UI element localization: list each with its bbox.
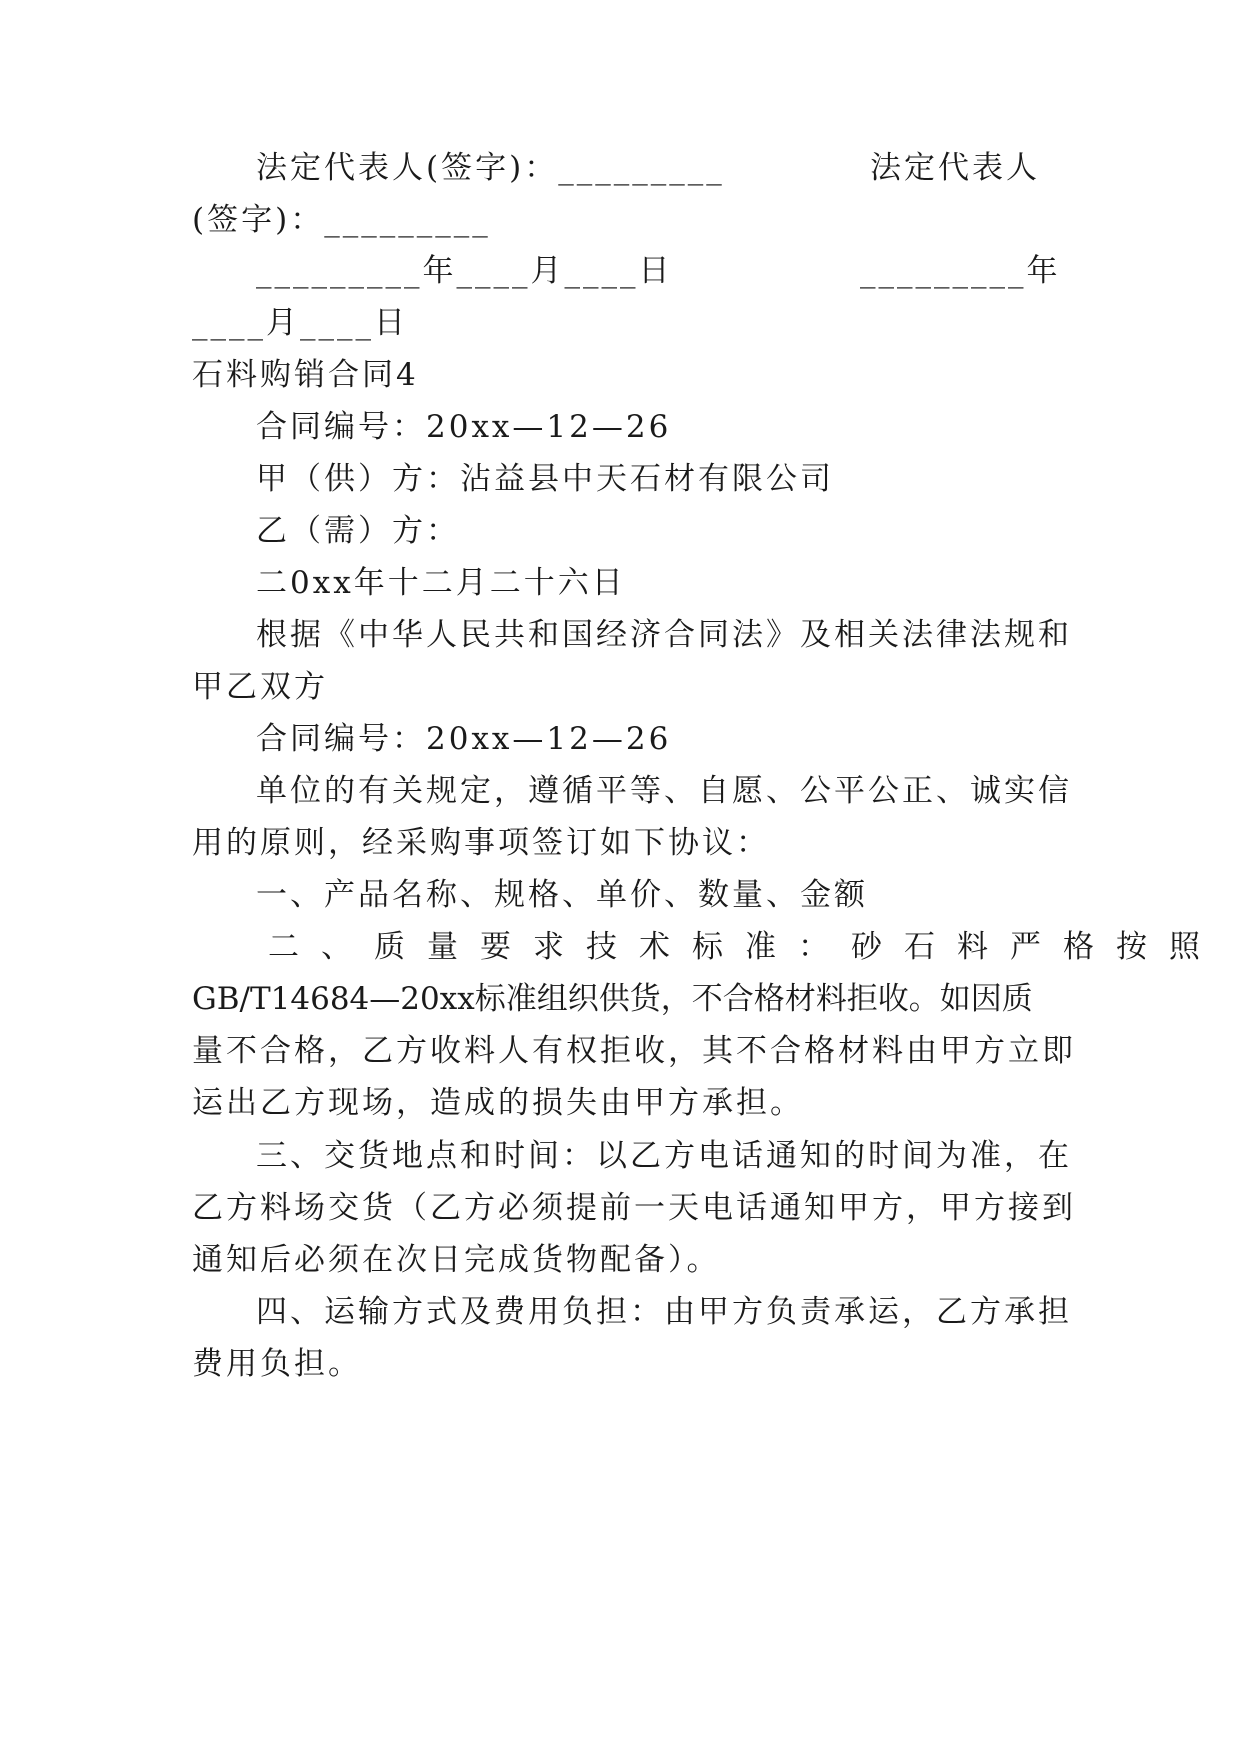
clause-3-line-3: 通知后必须在次日完成货物配备）。 <box>192 1242 721 1278</box>
contract-title: 石料购销合同4 <box>192 357 419 393</box>
principle-line-1: 单位的有关规定，遵循平等、自愿、公平公正、诚实信 <box>256 773 1072 809</box>
clause-2-line-2: GB/T14684—20xx标准组织供货，不合格材料拒收。如因质 <box>192 981 1033 1017</box>
party-b: 乙（需）方： <box>256 513 460 549</box>
clause-2-line-3: 量不合格，乙方收料人有权拒收，其不合格材料由甲方立即 <box>192 1033 1076 1069</box>
contract-number: 合同编号：20xx—12—26 <box>256 409 672 445</box>
clause-4-line-1: 四、运输方式及费用负担：由甲方负责承运，乙方承担 <box>256 1294 1072 1330</box>
legal-rep-signature-left: 法定代表人(签字)：_________ <box>256 150 725 186</box>
clause-1: 一、产品名称、规格、单价、数量、金额 <box>256 877 868 913</box>
clause-3-line-2: 乙方料场交货（乙方必须提前一天电话通知甲方，甲方接到 <box>192 1190 1076 1226</box>
contract-number-repeat: 合同编号：20xx—12—26 <box>256 721 672 757</box>
clause-4-line-2: 费用负担。 <box>192 1346 362 1382</box>
preamble-line-2: 甲乙双方 <box>192 669 328 705</box>
clause-3-line-1: 三、交货地点和时间：以乙方电话通知的时间为准，在 <box>256 1138 1072 1174</box>
contract-date: 二0xx年十二月二十六日 <box>256 565 626 601</box>
principle-line-2: 用的原则，经采购事项签订如下协议： <box>192 825 770 861</box>
sign-date-right-cont: ____月____日 <box>192 305 408 341</box>
legal-rep-signature-right-cont: (签字)：_________ <box>192 202 491 238</box>
legal-rep-signature-right: 法定代表人 <box>870 150 1040 186</box>
sign-date-right: _________年 <box>860 253 1061 289</box>
sign-date-left: _________年____月____日 <box>256 253 673 289</box>
clause-2-line-4: 运出乙方现场，造成的损失由甲方承担。 <box>192 1085 804 1121</box>
party-a: 甲（供）方：沾益县中天石材有限公司 <box>256 461 834 497</box>
preamble-line-1: 根据《中华人民共和国经济合同法》及相关法律法规和 <box>256 617 1072 653</box>
clause-2-line-1: 二、质量要求技术标准：砂石料严格按照 <box>268 929 1222 965</box>
